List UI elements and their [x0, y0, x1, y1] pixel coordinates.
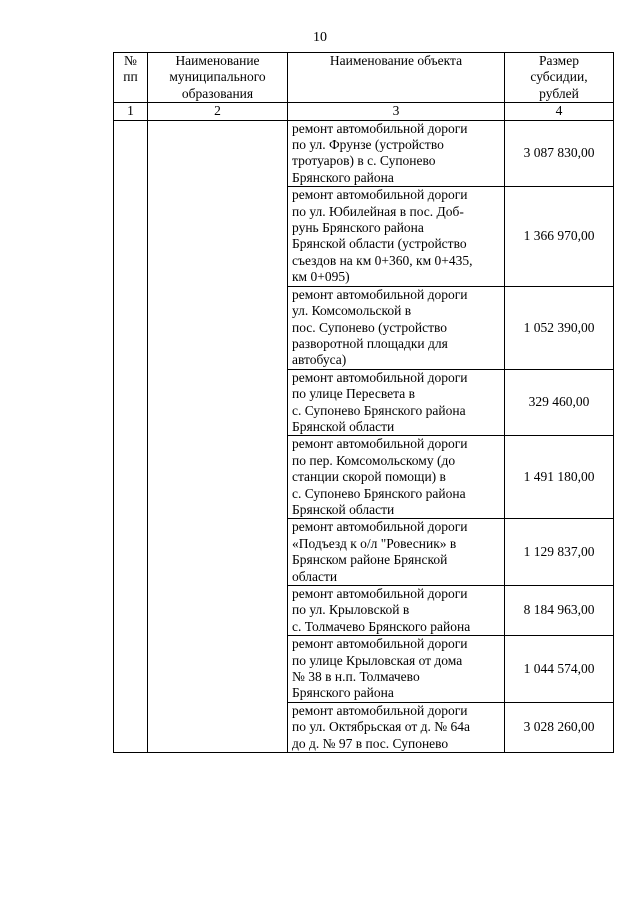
object-name-line: Брянской области (устройство — [292, 236, 467, 252]
object-name-line: с. Супонево Брянского района — [292, 485, 466, 501]
column-number: 3 — [288, 103, 505, 120]
object-name-line: станции скорой помощи) в — [292, 469, 446, 485]
object-name-cell — [288, 436, 505, 519]
subsidy-amount-cell: 1 044 574,00 — [505, 636, 614, 703]
object-name-line: по ул. Крыловской в — [292, 602, 410, 618]
object-name-cell — [288, 519, 505, 586]
municipality-cell — [148, 120, 288, 752]
object-name-line: ремонт автомобильной дороги — [292, 702, 468, 718]
object-name-line: ремонт автомобильной дороги — [292, 369, 468, 385]
table-body — [114, 120, 614, 752]
object-name-line: ремонт автомобильной дороги — [292, 286, 468, 302]
object-name-line: Брянской области — [292, 501, 395, 517]
row-number-cell — [114, 120, 148, 752]
subsidy-table — [113, 52, 614, 753]
object-name-cell — [288, 702, 505, 752]
object-name-line: до д. № 97 в пос. Супонево — [292, 735, 449, 751]
object-name-line: ремонт автомобильной дороги — [292, 519, 468, 535]
object-name-line: км 0+095) — [292, 269, 350, 285]
object-name-line: тротуаров) в с. Супонево — [292, 153, 436, 169]
header-subsidy-amount: Размер субсидии, рублей — [505, 53, 614, 103]
subsidy-amount-cell: 1 491 180,00 — [505, 436, 614, 519]
object-name-line: пос. Супонево (устройство — [292, 319, 448, 335]
column-number: 1 — [114, 103, 148, 120]
object-name-line: автобуса) — [292, 352, 347, 368]
subsidy-amount-cell: 1 366 970,00 — [505, 187, 614, 286]
object-name-line: по ул. Октябрьская от д. № 64а — [292, 719, 470, 735]
object-name-line: № 38 в н.п. Толмачево — [292, 669, 420, 685]
table-row — [114, 120, 614, 187]
subsidy-amount-cell: 1 052 390,00 — [505, 286, 614, 369]
subsidy-amount-cell: 3 028 260,00 — [505, 702, 614, 752]
object-name-line: ремонт автомобильной дороги — [292, 636, 468, 652]
table-header-row — [114, 53, 614, 103]
object-name-cell — [288, 636, 505, 703]
object-name-line: Брянского района — [292, 685, 394, 701]
object-name-line: съездов на км 0+360, км 0+435, — [292, 252, 473, 268]
object-name-line: по пер. Комсомольскому (до — [292, 452, 456, 468]
header-municipality: Наименование муниципального образования — [148, 53, 288, 103]
object-name-line: ремонт автомобильной дороги — [292, 436, 468, 452]
object-name-line: Брянском районе Брянской — [292, 552, 448, 568]
object-name-line: по ул. Юбилейная в пос. Доб- — [292, 203, 464, 219]
object-name-line: с. Толмачево Брянского района — [292, 618, 471, 634]
object-name-cell — [288, 369, 505, 436]
object-name-line: «Подъезд к о/л "Ровесник» в — [292, 535, 457, 551]
object-name-line: по улице Пересвета в — [292, 386, 415, 402]
object-name-cell — [288, 286, 505, 369]
object-name-cell — [288, 586, 505, 636]
object-name-line: разворотной площадки для — [292, 335, 448, 351]
object-name-line: по ул. Фрунзе (устройство — [292, 137, 444, 153]
object-name-line: по улице Крыловская от дома — [292, 652, 463, 668]
object-name-line: ремонт автомобильной дороги — [292, 586, 468, 601]
header-number: № пп — [114, 53, 148, 103]
header-object-name: Наименование объекта — [288, 53, 505, 103]
column-number: 2 — [148, 103, 288, 120]
object-name-line: с. Супонево Брянского района — [292, 402, 466, 418]
page-number: 10 — [313, 30, 327, 45]
subsidy-amount-cell: 8 184 963,00 — [505, 586, 614, 636]
object-name-line: ул. Комсомольской в — [292, 303, 412, 319]
column-number: 4 — [505, 103, 614, 120]
object-name-line: Брянского района — [292, 169, 394, 185]
object-name-line: ремонт автомобильной дороги — [292, 187, 468, 203]
object-name-line: области — [292, 568, 338, 584]
object-name-line: рунь Брянского района — [292, 220, 424, 236]
subsidy-amount-cell: 1 129 837,00 — [505, 519, 614, 586]
object-name-cell — [288, 120, 505, 187]
object-name-line: Брянской области — [292, 418, 395, 434]
subsidy-amount-cell: 329 460,00 — [505, 369, 614, 436]
object-name-line: ремонт автомобильной дороги — [292, 120, 468, 136]
column-number-row — [114, 103, 614, 120]
subsidy-amount-cell: 3 087 830,00 — [505, 120, 614, 187]
object-name-cell — [288, 187, 505, 286]
